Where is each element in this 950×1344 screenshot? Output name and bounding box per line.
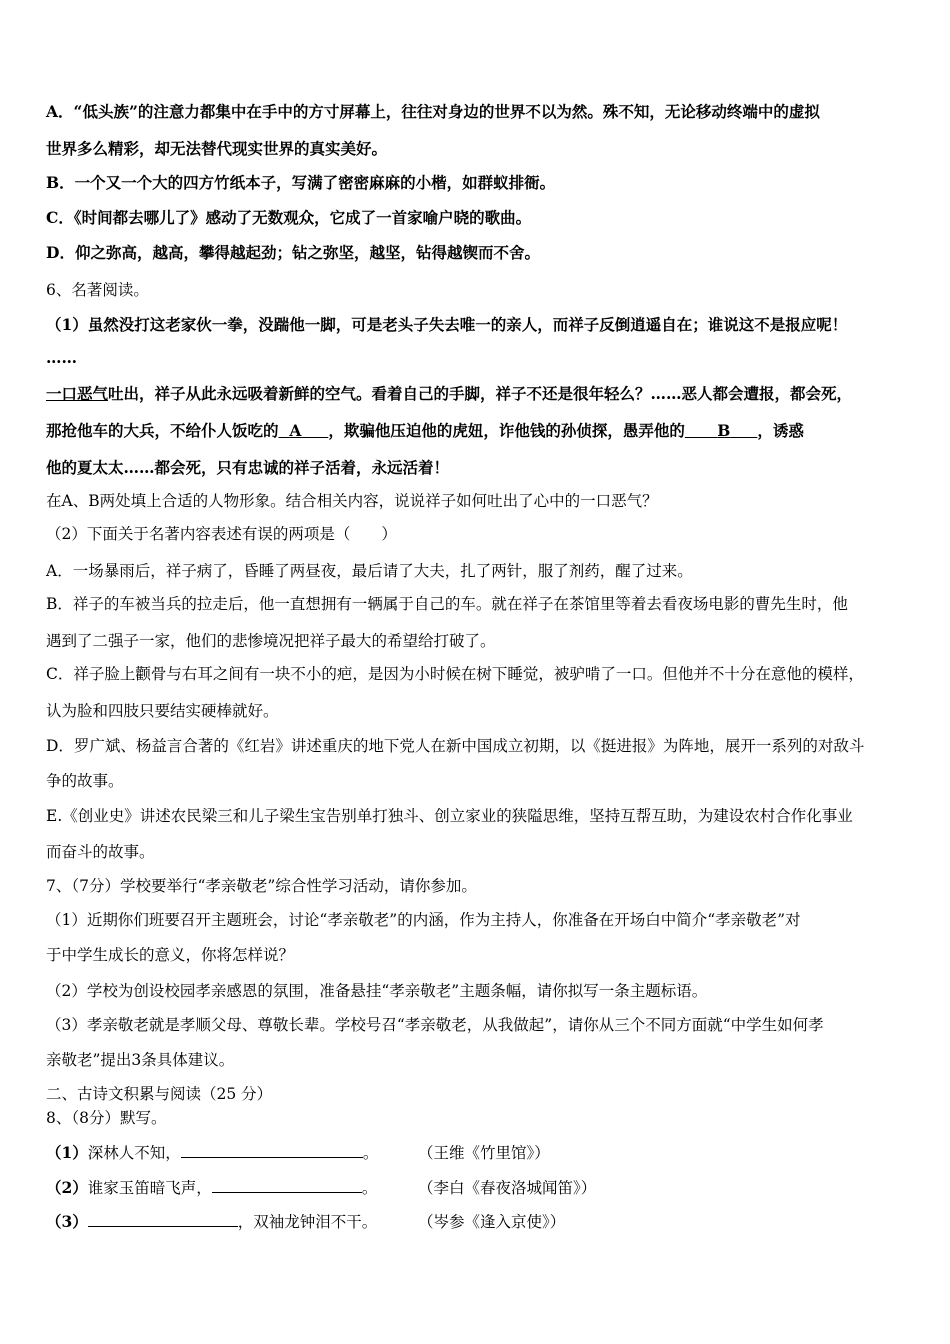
q6-option-e-line1: E.《创业史》讲述农民梁三和儿子梁生宝告别单打独斗、创立家业的狭隘思维，坚持互帮互助，为建设农村合作化事业 bbox=[46, 807, 853, 825]
q6-passage-line4 bbox=[46, 421, 804, 441]
q8-line3-source: （岑参《逢入京使》） bbox=[418, 1213, 566, 1231]
q6-passage-line1: （1）虽然没打这老家伙一拳，没踹他一脚，可是老头子失去唯一的亲人，而祥子反倒逍遥自在；谁说这不是报应呢！ bbox=[46, 315, 848, 334]
q5-option-c: C．《时间都去哪儿了》感动了无数观众，它成了一首家喻户晓的歌曲。 bbox=[46, 208, 532, 227]
q7-sub3-line2: 亲敬老”提出3条具体建议。 bbox=[46, 1051, 235, 1069]
q8-line2-text: 谁家玉笛暗飞声， bbox=[87, 1179, 212, 1197]
q8-line1 bbox=[46, 1143, 378, 1163]
q6-option-a: A．一场暴雨后，祥子病了，昏睡了两昼夜，最后请了大夫，扎了两针，服了剂药，醒了过来。 bbox=[46, 562, 693, 580]
blank-b[interactable] bbox=[685, 421, 757, 440]
q6-option-d-line2: 争的故事。 bbox=[46, 772, 124, 790]
underlined-phrase: 一口恶气 bbox=[46, 384, 109, 403]
q6-passage-line4-text-a: 那抢他车的大兵，不给仆人饭吃的 bbox=[46, 421, 279, 440]
q7-sub3-line1: （3）孝亲敬老就是孝顺父母、尊敬长辈。学校号召“孝亲敬老，从我做起”，请你从三个不同方面就“中学生如何孝 bbox=[46, 1016, 824, 1034]
q8-line1-blank[interactable] bbox=[181, 1143, 363, 1158]
q8-line3 bbox=[46, 1212, 377, 1232]
q6-passage-line3-text: 吐出，祥子从此永远吸着新鲜的空气。看着自己的手脚，祥子不还是很年轻么？……恶人都会遭报，都会死， bbox=[108, 384, 853, 403]
q6-option-c-line1: C．祥子脸上颧骨与右耳之间有一块不小的疤，是因为小时候在树下睡觉，被驴啃了一口。但他并不十分在意他的模样， bbox=[46, 665, 864, 683]
q6-part2-question: （2）下面关于名著内容表述有误的两项是（ ） bbox=[46, 525, 397, 543]
q8-line1-source: （王维《竹里馆》） bbox=[418, 1144, 550, 1162]
q6-option-d-line1: D．罗广斌、杨益言合著的《红岩》讲述重庆的地下党人在新中国成立初期，以《挺进报》为阵地，展开一系列的对敌斗 bbox=[46, 737, 865, 755]
q8-line1-number: （1） bbox=[46, 1143, 88, 1162]
q8-line3-number: （3） bbox=[46, 1212, 88, 1231]
q6-option-b-line2: 遇到了二强子一家，他们的悲惨境况把祥子最大的希望给打破了。 bbox=[46, 632, 496, 650]
q6-part1-question: 在A、B两处填上合适的人物形象。结合相关内容，说说祥子如何吐出了心中的一口恶气？ bbox=[46, 492, 658, 510]
q8-line1-text: 深林人不知， bbox=[87, 1144, 181, 1162]
q7-sub1-line1: （1）近期你们班要召开主题班会，讨论“孝亲敬老”的内涵，作为主持人，你准备在开场白中简介“孝亲敬老”对 bbox=[46, 911, 801, 929]
q6-option-e-line2: 而奋斗的故事。 bbox=[46, 843, 155, 861]
q8-line2-source: （李白《春夜洛城闻笛》） bbox=[418, 1179, 597, 1197]
q5-option-b: B．一个又一个大的四方竹纸本子，写满了密密麻麻的小楷，如群蚁排衙。 bbox=[46, 173, 556, 192]
q8-line2 bbox=[46, 1178, 377, 1198]
q7-title: 7、（7分）学校要举行“孝亲敬老”综合性学习活动，请你参加。 bbox=[46, 877, 477, 895]
q7-sub1-line2: 于中学生成长的意义，你将怎样说？ bbox=[46, 946, 295, 964]
q6-passage-line5: 他的夏太太……都会死，只有忠诚的祥子活着，永远活着！ bbox=[46, 458, 450, 477]
q6-passage-line4-text-b: ，欺骗他压迫他的虎妞，诈他钱的孙侦探，愚弄他的 bbox=[328, 421, 685, 440]
blank-b-label: B bbox=[717, 421, 731, 440]
q8-line3-text: ，双袖龙钟泪不干。 bbox=[237, 1213, 378, 1231]
q8-line1-end: 。 bbox=[362, 1144, 379, 1162]
q8-line2-blank[interactable] bbox=[212, 1178, 362, 1193]
q6-title: 6、名著阅读。 bbox=[46, 281, 149, 299]
blank-a[interactable] bbox=[279, 421, 329, 440]
q5-option-a-line1: A．“低头族”的注意力都集中在手中的方寸屏幕上，往往对身边的世界不以为然。殊不知，无论移动终端中的虚拟 bbox=[46, 102, 820, 121]
q6-passage-line3 bbox=[46, 384, 852, 404]
q7-sub2: （2）学校为创设校园孝亲感恩的氛围，准备悬挂“孝亲敬老”主题条幅，请你拟写一条主题标语。 bbox=[46, 982, 708, 1000]
q8-line2-number: （2） bbox=[46, 1178, 88, 1197]
q6-passage-ellipsis: …… bbox=[46, 348, 77, 367]
section2-title: 二、古诗文积累与阅读（25 分） bbox=[46, 1085, 273, 1103]
q8-line3-blank[interactable] bbox=[88, 1212, 238, 1227]
q5-option-d: D．仰之弥高，越高，攀得越起劲；钻之弥坚，越坚，钻得越锲而不舍。 bbox=[46, 243, 540, 262]
q8-title: 8、（8分）默写。 bbox=[46, 1109, 167, 1127]
q8-line2-end: 。 bbox=[361, 1179, 378, 1197]
blank-a-label: A bbox=[289, 421, 302, 440]
q6-passage-line4-text-c: ，诱惑 bbox=[757, 421, 804, 440]
q6-option-c-line2: 认为脸和四肢只要结实硬棒就好。 bbox=[46, 702, 279, 720]
q6-option-b-line1: B．祥子的车被当兵的拉走后，他一直想拥有一辆属于自己的车。就在祥子在茶馆里等着去看夜场电影的曹先生时，他 bbox=[46, 595, 848, 613]
q5-option-a-line2: 世界多么精彩，却无法替代现实世界的真实美好。 bbox=[46, 139, 388, 158]
